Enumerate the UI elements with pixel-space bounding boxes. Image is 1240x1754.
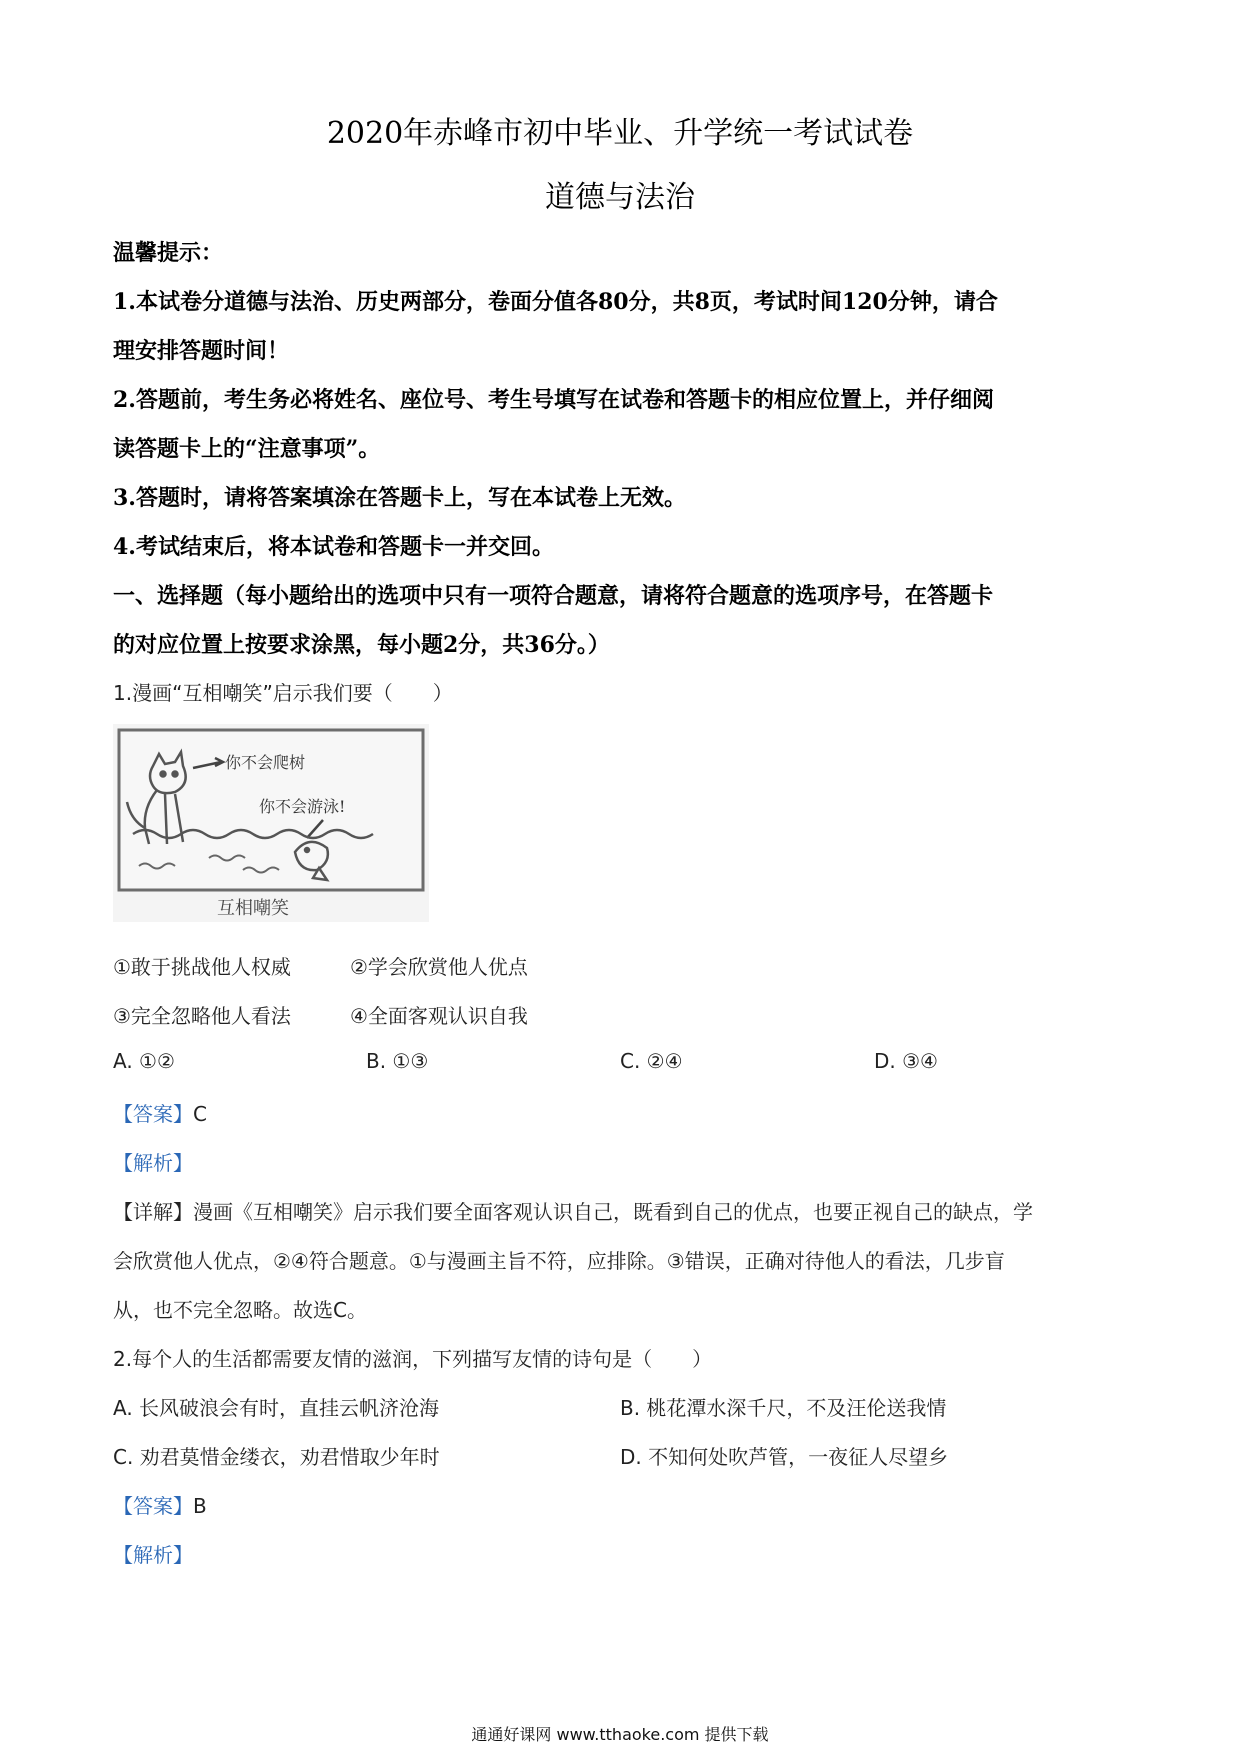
footer-source: 通通好课网 www.tthaoke.com 提供下载 (471, 1725, 769, 1744)
answer-value: C (193, 1102, 207, 1126)
q1-option-d: D. ③④ (874, 1049, 938, 1073)
q2-analysis-label: 【解析】 (113, 1543, 193, 1567)
speech-text-2: 你不会游泳! (259, 797, 346, 816)
q2-option-c: C. 劝君莫惜金缕衣，劝君惜取少年时 (113, 1445, 440, 1469)
cartoon-caption: 互相嘲笑 (217, 898, 289, 919)
q1-statement-2: ②学会欣赏他人优点 (350, 955, 528, 979)
notice-item-3: 3.答题时，请将答案填涂在答题卡上，写在本试卷上无效。 (113, 485, 686, 511)
notice-item-2-line-2: 读答题卡上的“注意事项”。 (113, 436, 381, 462)
notice-item-1-line-1: 1.本试卷分道德与法治、历史两部分，卷面分值各80分，共8页，考试时间120分钟，请合 (113, 289, 998, 315)
q1-detail-line-2: 会欣赏他人优点，②④符合题意。①与漫画主旨不符，应排除。③错误，正确对待他人的看法，几步盲 (113, 1249, 1005, 1273)
answer-label: 【答案】 (113, 1494, 193, 1518)
notice-item-2-line-1: 2.答题前，考生务必将姓名、座位号、考生号填写在试卷和答题卡的相应位置上，并仔细阅 (113, 387, 994, 413)
q1-option-b: B. ①③ (366, 1049, 429, 1073)
exam-title: 2020年赤峰市初中毕业、升学统一考试试卷 (326, 116, 914, 151)
q2-answer (113, 1490, 1133, 1519)
speech-text-1: 你不会爬树 (225, 753, 306, 772)
q1-statement-4: ④全面客观认识自我 (350, 1004, 528, 1028)
q2-option-a: A. 长风破浪会有时，直挂云帆济沧海 (113, 1396, 440, 1420)
q1-option-c: C. ②④ (620, 1049, 683, 1073)
q2-option-d: D. 不知何处吹芦管，一夜征人尽望乡 (620, 1445, 949, 1469)
notice-heading: 温馨提示： (113, 240, 224, 266)
exam-subject: 道德与法治 (545, 180, 695, 215)
q2-option-b: B. 桃花潭水深千尺，不及汪伦送我情 (620, 1396, 947, 1420)
notice-item-1-line-2: 理安排答题时间！ (113, 338, 290, 364)
answer-value: B (193, 1494, 207, 1518)
q1-statement-1: ①敢于挑战他人权威 (113, 955, 291, 979)
q1-cartoon-image (113, 724, 429, 922)
q1-detail-line-3: 从，也不完全忽略。故选C。 (113, 1298, 367, 1322)
q2-stem: 2.每个人的生活都需要友情的滋润，下列描写友情的诗句是（ ） (113, 1347, 713, 1371)
q1-option-a: A. ①② (113, 1049, 175, 1073)
q1-analysis-label: 【解析】 (113, 1151, 193, 1175)
q1-statement-3: ③完全忽略他人看法 (113, 1004, 291, 1028)
answer-label: 【答案】 (113, 1102, 193, 1126)
notice-item-4: 4.考试结束后，将本试卷和答题卡一并交回。 (113, 534, 554, 560)
section-heading-line-2: 的对应位置上按要求涂黑，每小题2分，共36分。） (113, 632, 610, 658)
section-heading-line-1: 一、选择题（每小题给出的选项中只有一项符合题意，请将符合题意的选项序号，在答题卡 (113, 583, 994, 609)
q1-detail-line-1: 【详解】漫画《互相嘲笑》启示我们要全面客观认识自己，既看到自己的优点，也要正视自己的缺点，学 (113, 1200, 1033, 1224)
q1-stem: 1.漫画“互相嘲笑”启示我们要（ ） (113, 681, 453, 705)
q1-answer (113, 1098, 1133, 1127)
